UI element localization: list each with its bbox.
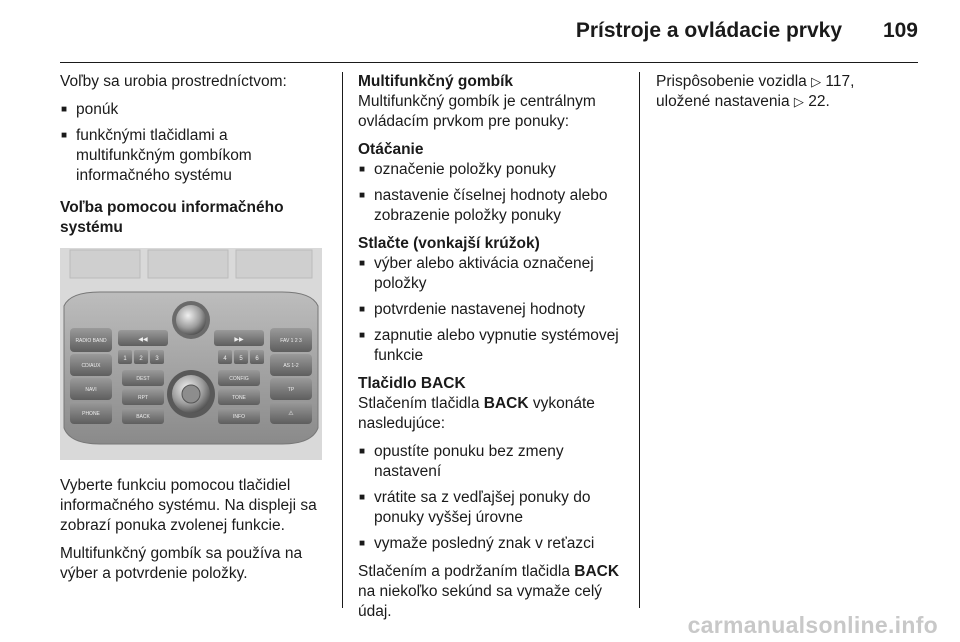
text-span: uložené nastavenia <box>656 93 794 110</box>
cd-aux-button: CD/AUX <box>81 363 101 369</box>
tone-button: TONE <box>232 395 246 401</box>
column-1 <box>60 72 328 592</box>
column-divider <box>639 72 640 608</box>
cross-reference: uložené nastavenia ▷ 22. <box>656 93 830 110</box>
info-button: INFO <box>233 414 245 420</box>
list-item: ■ opustíte ponuku bez zmeny nastavení <box>358 442 630 482</box>
phone-button: PHONE <box>82 411 100 417</box>
preset-5: 5 <box>239 356 243 362</box>
page-ref-link[interactable]: 117 <box>825 73 851 90</box>
right-button-group <box>270 328 312 424</box>
text-span: na niekoľko sekúnd sa vymaže celý údaj. <box>358 583 603 620</box>
page-ref-icon: ▷ <box>793 94 804 109</box>
back-button: BACK <box>136 414 150 420</box>
text-span: Stlačením a podržaním tlačidla <box>358 563 575 580</box>
radio-band-button: RADIO BAND <box>75 338 107 344</box>
dest-button: DEST <box>136 376 150 382</box>
page-header <box>60 0 918 63</box>
paragraph <box>358 394 630 434</box>
section-heading: Voľba pomocou informačného systému <box>60 199 284 236</box>
press-list <box>358 254 630 366</box>
fav-button: FAV 1 2 3 <box>280 338 302 344</box>
navi-button: NAVI <box>85 387 97 393</box>
page-ref-link[interactable]: 22 <box>808 93 826 110</box>
seek-back-icon: ◀◀ <box>138 336 148 343</box>
page-ref-icon: ▷ <box>811 74 822 89</box>
text-span: Stlačením tlačidla <box>358 395 484 412</box>
subheading: Otáčanie <box>358 141 424 158</box>
cross-reference: Prispôsobenie vozidla ▷ 117, <box>656 73 855 90</box>
back-list <box>358 442 630 554</box>
watermark: carmanualsonline.info <box>687 612 938 638</box>
list-item: ■ nastavenie číselnej hodnoty alebo zobrazenie položky ponuky <box>358 186 630 226</box>
page-number: 109 <box>882 19 918 42</box>
list-item: ■ výber alebo aktivácia označenej položky <box>358 254 630 294</box>
seek-forward-icon: ▶▶ <box>234 336 244 343</box>
volume-knob <box>176 305 206 335</box>
page-title: Prístroje a ovládacie prvky <box>575 19 842 42</box>
back-label: BACK <box>574 563 620 580</box>
preset-3: 3 <box>155 356 159 362</box>
config-button: CONFIG <box>229 376 249 382</box>
rotate-list <box>358 160 630 226</box>
paragraph: Multifunkčný gombík je centrálnym ovládacím prvkom pre ponuky: <box>358 93 596 130</box>
preset-1: 1 <box>123 356 127 362</box>
paragraph: Multifunkčný gombík sa používa na výber a potvrdenie položky. <box>60 545 303 582</box>
list-item: ■ zapnutie alebo vypnutie systémovej funkcie <box>358 326 630 366</box>
list-item: ■ vymaže posledný znak v reťazci <box>358 534 630 554</box>
subheading: Tlačidlo BACK <box>358 375 466 392</box>
left-button-group <box>70 328 112 424</box>
preset-4: 4 <box>223 356 227 362</box>
list-item: ■ označenie položky ponuky <box>358 160 630 180</box>
rpt-button: RPT <box>138 395 148 401</box>
preset-2: 2 <box>139 356 143 362</box>
intro-text: Voľby sa urobia prostredníctvom: <box>60 73 287 90</box>
intro-list <box>60 100 328 186</box>
hazard-icon: ⚠ <box>288 410 294 417</box>
text-span: Prispôsobenie vozidla <box>656 73 812 90</box>
column-3 <box>656 72 916 120</box>
back-label: BACK <box>483 395 529 412</box>
list-item: ■ vrátite sa z vedľajšej ponuky do ponuky vyššej úrovne <box>358 488 630 528</box>
column-2 <box>358 72 630 630</box>
paragraph: Vyberte funkciu pomocou tlačidiel informačného systému. Na displeji sa zobrazí ponuka zvolenej funkcie. <box>60 477 317 534</box>
list-item: ■ funkčnými tlačidlami a multifunkčným gombíkom informačného systému <box>60 126 328 186</box>
preset-buttons-left <box>118 350 164 364</box>
preset-6: 6 <box>255 356 259 362</box>
infotainment-panel-image <box>60 248 322 460</box>
list-item: ■ ponúk <box>60 100 328 120</box>
tp-button: TP <box>287 387 295 393</box>
paragraph <box>358 562 630 622</box>
section-heading: Multifunkčný gombík <box>358 73 513 90</box>
preset-buttons-right <box>218 350 264 364</box>
as-button: AS 1-2 <box>283 363 299 369</box>
subheading: Stlačte (vonkajší krúžok) <box>358 235 540 252</box>
list-item: ■ potvrdenie nastavenej hodnoty <box>358 300 630 320</box>
column-divider <box>342 72 343 608</box>
text-span: vykonáte nasledujúce: <box>358 395 595 432</box>
